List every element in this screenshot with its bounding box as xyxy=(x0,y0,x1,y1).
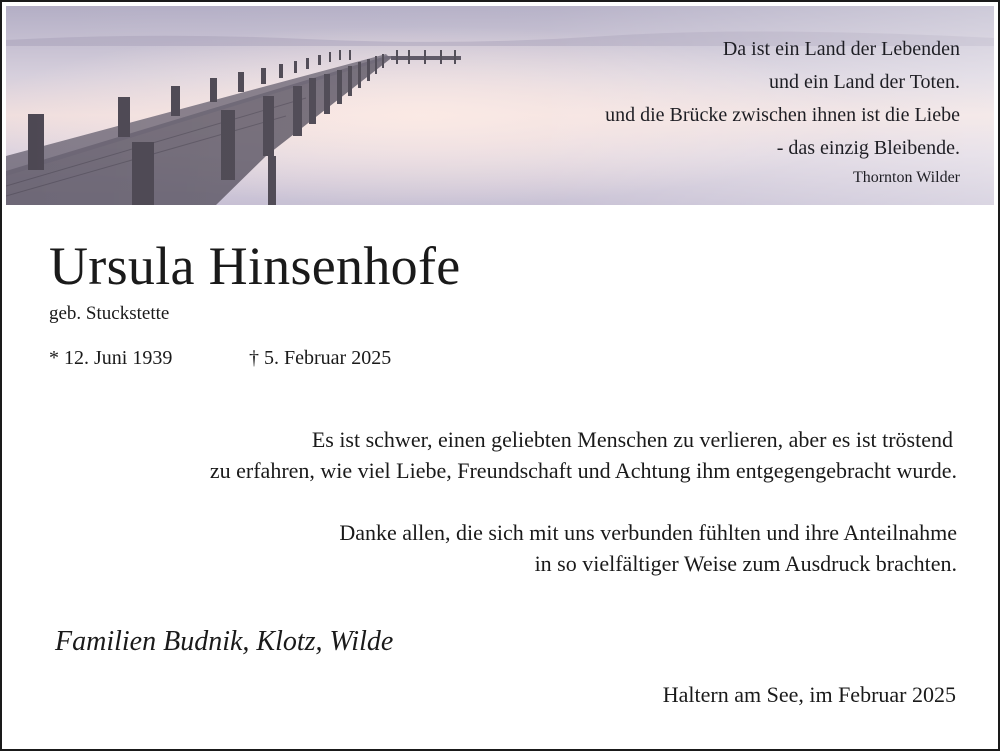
family-signature: Familien Budnik, Klotz, Wilde xyxy=(55,626,394,657)
message-line: zu erfahren, wie viel Liebe, Freundschaft und Achtung ihm entgegengebracht wurde. xyxy=(209,458,957,483)
header-photo-jetty-lake xyxy=(6,6,994,205)
message-line: Es ist schwer, einen geliebten Menschen zu verlieren, aber es ist tröstend xyxy=(311,427,953,452)
message-line: Danke allen, die sich mit uns verbunden fühlten und ihre Anteilnahme xyxy=(339,520,957,545)
maiden-name: geb. Stuckstette xyxy=(49,303,170,324)
message-line: in so vielfältiger Weise zum Ausdruck brachten. xyxy=(534,551,957,576)
quote-author: Thornton Wilder xyxy=(852,169,960,186)
quote-line: und ein Land der Toten. xyxy=(769,71,960,93)
birth-date: * 12. Juni 1939 xyxy=(49,347,173,369)
quote-line: und die Brücke zwischen ihnen ist die Liebe xyxy=(605,104,960,126)
quote-line: Da ist ein Land der Lebenden xyxy=(722,38,960,60)
message-paragraph-2 xyxy=(339,517,957,579)
deceased-name: Ursula Hinsenhofe xyxy=(49,236,461,296)
quote xyxy=(605,33,960,189)
quote-line: - das einzig Bleibende. xyxy=(776,137,960,159)
message-paragraph-1 xyxy=(209,424,957,486)
death-date: † 5. Februar 2025 xyxy=(249,347,392,369)
life-dates xyxy=(49,345,392,371)
place-and-date: Haltern am See, im Februar 2025 xyxy=(662,682,956,707)
